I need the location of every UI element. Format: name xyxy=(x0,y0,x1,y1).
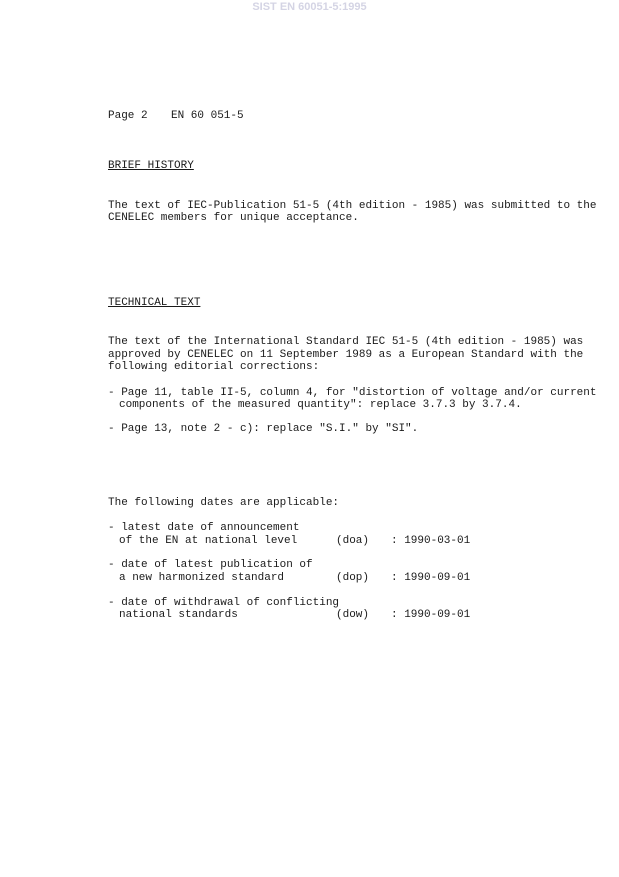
doa-code: (doa) xyxy=(336,535,370,547)
correction-1-line-2: components of the measured quantity": replace 3.7.3 by 3.7.4. xyxy=(119,399,522,411)
brief-history-line-1: The text of IEC-Publication 51-5 (4th edition - 1985) was submitted to the xyxy=(108,200,597,212)
dow-label-line-1: - date of withdrawal of conflicting xyxy=(108,597,340,609)
technical-intro-line-3: following editorial corrections: xyxy=(108,361,320,373)
doa-label-line-1: - latest date of announcement xyxy=(108,522,300,534)
doa-label-line-2: of the EN at national level xyxy=(119,535,298,547)
brief-history-heading: BRIEF HISTORY xyxy=(108,160,194,172)
doa-date: : 1990-03-01 xyxy=(391,535,471,547)
document-number: EN 60 051-5 xyxy=(171,110,244,122)
dow-label-line-2: national standards xyxy=(119,609,238,621)
dop-date: : 1990-09-01 xyxy=(391,572,471,584)
page-number: Page 2 xyxy=(108,110,148,122)
dop-label-line-2: a new harmonized standard xyxy=(119,572,285,584)
dow-date: : 1990-09-01 xyxy=(391,609,471,621)
dop-label-line-1: - date of latest publication of xyxy=(108,559,313,571)
dates-intro: The following dates are applicable: xyxy=(108,497,340,509)
correction-2-line-1: - Page 13, note 2 - c): replace "S.I." by "SI". xyxy=(108,423,419,435)
dop-code: (dop) xyxy=(336,572,370,584)
watermark: SIST EN 60051-5:1995 xyxy=(252,1,367,13)
brief-history-line-2: CENELEC members for unique acceptance. xyxy=(108,212,359,224)
technical-intro-line-2: approved by CENELEC on 11 September 1989 as a European Standard with the xyxy=(108,349,584,361)
technical-intro-line-1: The text of the International Standard IEC 51-5 (4th edition - 1985) was xyxy=(108,336,584,348)
technical-text-heading: TECHNICAL TEXT xyxy=(108,297,201,309)
dow-code: (dow) xyxy=(336,609,370,621)
correction-1-line-1: - Page 11, table II-5, column 4, for "distortion of voltage and/or current xyxy=(108,387,597,399)
